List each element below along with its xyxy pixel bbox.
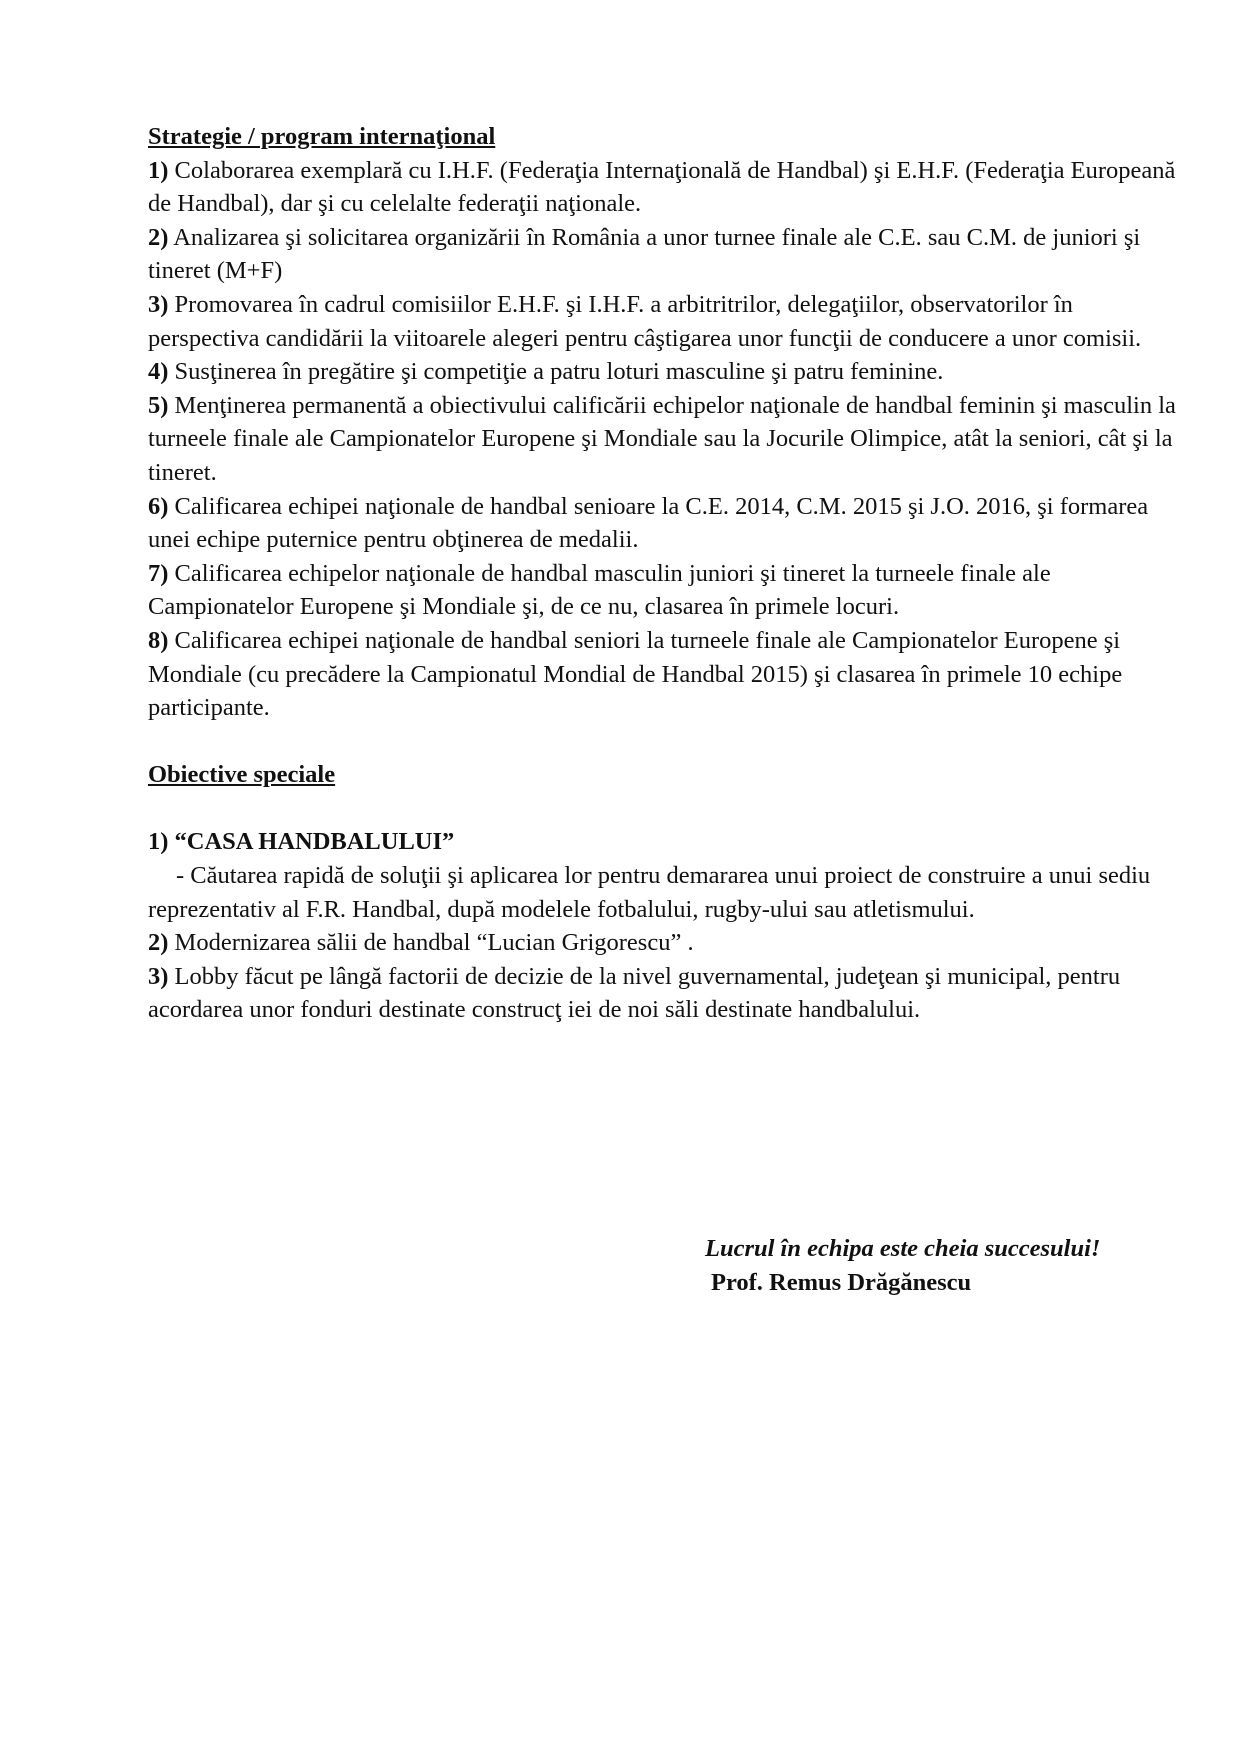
item-text: Modernizarea sălii de handbal “Lucian Grigorescu” . [168, 929, 694, 957]
list-item [148, 288, 1188, 355]
item-number: 1) [148, 156, 169, 184]
item-number: 6) [148, 492, 169, 520]
item-number: 3) [148, 290, 169, 318]
closing-motto: Lucrul în echipa este cheia succesului! [705, 1235, 1101, 1262]
item-number: 5) [148, 391, 169, 419]
author-signature: Prof. Remus Drăgănescu [711, 1269, 972, 1296]
closing-block [705, 1232, 1100, 1300]
spacer [148, 792, 1188, 826]
item-text: Susţinerea în pregătire şi competiţie a patru loturi masculine şi patru feminine. [168, 358, 944, 386]
item-number: 7) [148, 559, 169, 587]
section-heading-international: Strategie / program internaţional [148, 123, 496, 150]
item-text: Menţinerea permanentă a obiectivului calificării echipelor naţionale de handbal feminin şi masculin la turneele finale ale Campionatelor Europene şi Mondiale sau la Jocurile Olimpice, atât la seniori, cât şi la tineret. [148, 391, 1176, 486]
section-heading-special: Obiective speciale [148, 761, 336, 789]
item-text: Calificarea echipei naţionale de handbal seniori la turneele finale ale Campionatelor Europene şi Mondiale (cu precădere la Campionatul Mondial de Handbal 2015) şi clasarea în primele 10 echipe participante. [148, 626, 1123, 722]
list-item [148, 960, 1188, 1027]
list-item [148, 926, 1188, 960]
list-item [148, 624, 1188, 725]
document-body [148, 120, 1188, 1027]
item-text: Promovarea în cadrul comisiilor E.H.F. şi I.H.F. a arbitritrilor, delegaţiilor, observatorilor în perspectiva candidării la viitoarele alegeri pentru câştigarea unor funcţii de conducere a unor comisii. [148, 290, 1142, 352]
list-item [148, 355, 1188, 389]
item-text: Calificarea echipelor naţionale de handbal masculin juniori şi tineret la turneele finale ale Campionatelor Europene şi Mondiale şi, de ce nu, clasarea în primele locuri. [148, 559, 1051, 621]
special-item-title: 1) “CASA HANDBALULUI” [148, 828, 455, 856]
list-item [148, 557, 1188, 624]
item-text: Calificarea echipei naţionale de handbal senioare la C.E. 2014, C.M. 2015 şi J.O. 2016, şi formarea unei echipe puternice pentru obţinerea de medalii. [148, 492, 1149, 554]
item-number: 3) [148, 962, 169, 990]
list-item [148, 154, 1188, 221]
list-item [148, 221, 1188, 288]
item-text: Analizarea şi solicitarea organizării în România a unor turnee finale ale C.E. sau C.M. de juniori şi tineret (M+F) [148, 223, 1141, 285]
item-number: 4) [148, 358, 169, 386]
item-number: 8) [148, 626, 169, 654]
spacer [148, 725, 1188, 759]
item-text: Colaborarea exemplară cu I.H.F. (Federaţia Internaţională de Handbal) şi E.H.F. (Federaţia Europeană de Handbal), dar şi cu celelalte federaţii naţionale. [148, 156, 1176, 218]
list-item [148, 389, 1188, 490]
item-number: 2) [148, 223, 169, 251]
special-item-description: - Căutarea rapidă de soluţii şi aplicarea lor pentru demararea unui proiect de construire a unui sediu reprezentativ al F.R. Handbal, după modelele fotbalului, rugby-ului sau atletismului. [148, 862, 1151, 923]
item-text: Lobby făcut pe lângă factorii de decizie de la nivel guvernamental, judeţean şi municipal, pentru acordarea unor fonduri destinate construcţ iei de noi săli destinate handbalului. [148, 962, 1121, 1024]
list-item [148, 490, 1188, 557]
item-number: 2) [148, 929, 169, 957]
